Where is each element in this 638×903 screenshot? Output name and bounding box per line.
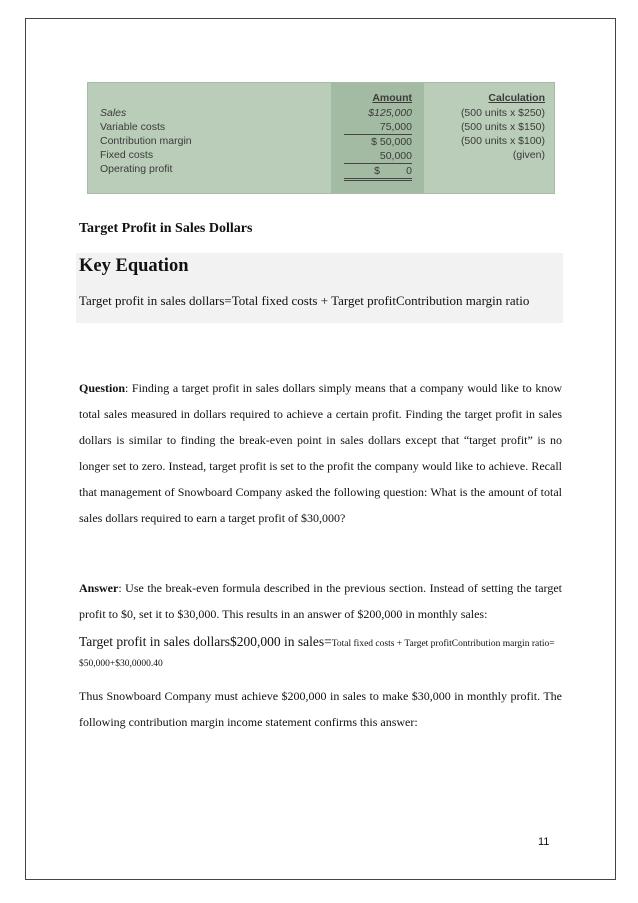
amount-contribution-margin: $ 50,000 <box>371 136 412 148</box>
question-text: : Finding a target profit in sales dollars simply means that a company would like to know total sales measured in dollars required to achieve a certain profit. Finding the target profit in sales dollars is similar to finding the break-even point in sales dollars except that “target profit” is no longer set to zero. Instead, target profit is set to the profit the company would like to achieve. Recall that management of Snowboard Company asked the following question: What is the amount of total sales dollars required to earn a target profit of $30,000? <box>79 381 562 525</box>
row-labels <box>100 106 192 176</box>
key-equation-box <box>76 253 563 323</box>
page-number: 11 <box>538 836 550 848</box>
calc-line-detail: Total fixed costs + Target profitContribution margin ratio=$50,000+$30,0000.40 <box>79 639 555 669</box>
row-label-sales: Sales <box>100 107 127 119</box>
key-equation-title: Key Equation <box>79 256 189 276</box>
calc-variable-costs: (500 units x $150) <box>460 121 545 133</box>
amount-variable-costs: 75,000 <box>344 120 412 135</box>
calc-line-main: Target profit in sales dollars$200,000 in sales= <box>79 634 332 649</box>
question-lead: Question <box>79 381 126 395</box>
amount-sales: $125,000 <box>368 107 412 119</box>
income-statement-figure <box>87 82 555 194</box>
answer-lead: Answer <box>79 581 119 595</box>
row-label-operating-profit: Operating profit <box>100 163 173 175</box>
calculation-header: Calculation <box>488 92 545 104</box>
row-label-contribution-margin: Contribution margin <box>100 135 192 147</box>
row-label-fixed-costs: Fixed costs <box>100 149 154 161</box>
amount-column <box>344 91 412 181</box>
calc-fixed-costs: (given) <box>512 149 545 161</box>
calc-sales: (500 units x $250) <box>460 107 545 119</box>
calc-contribution-margin: (500 units x $100) <box>460 135 545 147</box>
row-label-variable-costs: Variable costs <box>100 121 166 133</box>
calculation-column <box>433 91 545 176</box>
key-equation-text: Target profit in sales dollars=Total fixed costs + Target profitContribution margin ratio <box>79 293 530 308</box>
amount-header: Amount <box>372 92 412 104</box>
calculation-line <box>79 633 564 673</box>
calc-operating-profit <box>433 162 545 176</box>
answer-text: : Use the break-even formula described in the previous section. Instead of setting the target profit to $0, set it to $30,000. This results in an answer of $200,000 in monthly sales: <box>79 581 562 621</box>
conclusion-paragraph: Thus Snowboard Company must achieve $200,000 in sales to make $30,000 in monthly profit. The following contribution margin income statement confirms this answer: <box>79 689 562 729</box>
answer-paragraph <box>79 575 562 627</box>
section-heading: Target Profit in Sales Dollars <box>79 221 253 236</box>
amount-fixed-costs: 50,000 <box>344 149 412 164</box>
question-paragraph <box>79 375 562 531</box>
amount-operating-profit: $ 0 <box>344 164 412 181</box>
